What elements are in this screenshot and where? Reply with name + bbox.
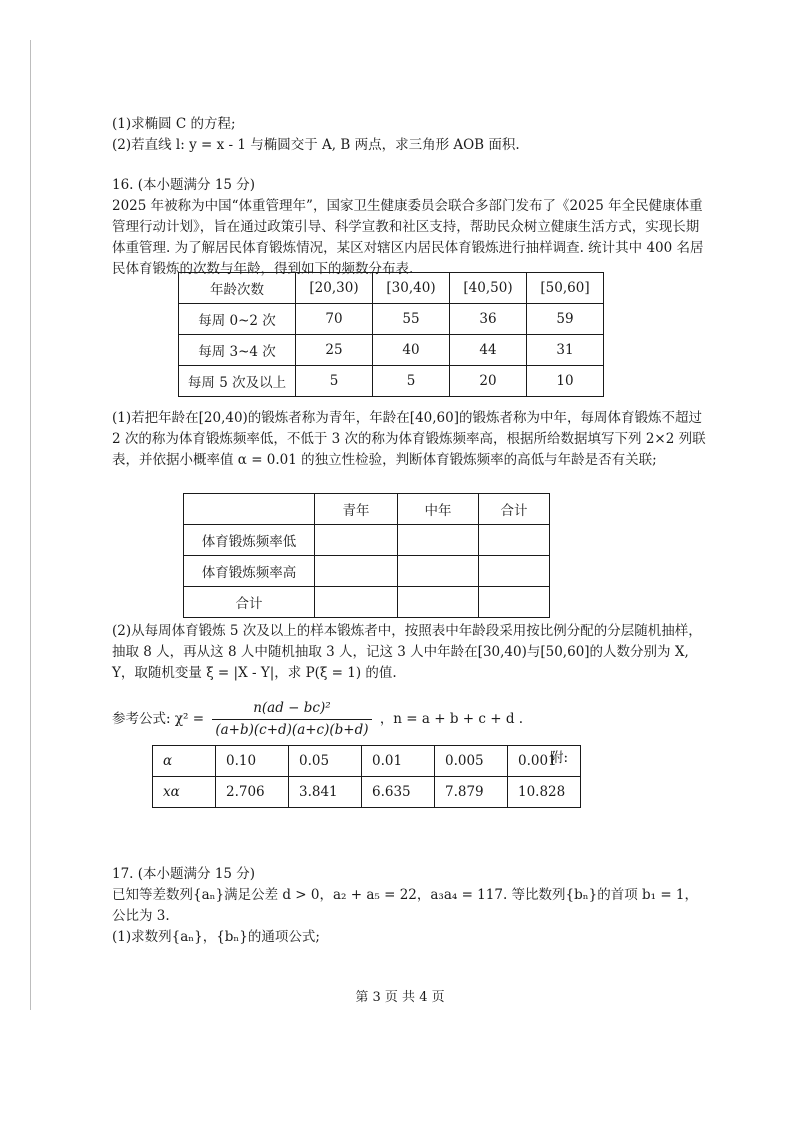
table-cell: 55 xyxy=(373,304,450,335)
row-label: 每周 3~4 次 xyxy=(179,335,296,366)
column-header: 中年 xyxy=(398,494,479,525)
blank-cell xyxy=(398,587,479,618)
row-label: α xyxy=(153,746,216,777)
table-cell: 0.005 xyxy=(435,746,508,777)
ellipse-question-1: (1)求椭圆 C 的方程; xyxy=(112,116,236,132)
reference-formula xyxy=(112,698,712,741)
q16-part-2-text: (2)从每周体育锻炼 5 次及以上的样本锻炼者中，按照表中年龄段采用按比例分配的分层随机抽样，抽取 8 人，再从这 8 人中随机抽取 3 人，记这 3 人中年龄在[30,40)与[50,60]的人数分别为 X, Y，取随机变量 ξ = |X - Y|，求 P(ξ = 1) 的值. xyxy=(112,623,702,681)
table-cell: 2.706 xyxy=(216,777,289,808)
table-row xyxy=(184,587,550,618)
q16-part-1 xyxy=(112,408,712,471)
table-row xyxy=(179,335,604,366)
table-row xyxy=(179,366,604,397)
table-cell: 10.828 xyxy=(508,777,581,808)
table-cell: 70 xyxy=(296,304,373,335)
column-header: 青年 xyxy=(315,494,398,525)
table-row xyxy=(179,304,604,335)
row-label: 体育锻炼频率高 xyxy=(184,556,315,587)
table-cell: 0.10 xyxy=(216,746,289,777)
blank-cell xyxy=(479,525,550,556)
q17-heading: 17. (本小题满分 15 分) xyxy=(112,866,256,882)
q16-part-2 xyxy=(112,621,712,684)
q16-intro: 2025 年被称为中国“体重管理年”，国家卫生健康委员会联合多部门发布了《2025 年全民健康体重管理行动计划》，旨在通过政策引导、科学宣教和社区支持，帮助民众树立健康生活方式，实现长期体重管理. 为了解居民体育锻炼情况，某区对辖区内居民体育锻炼进行抽样调查. 统计其中 400 名居民体育锻炼的次数与年龄，得到如下的频数分布表. xyxy=(112,198,704,277)
page-footer: 第 3 页 共 4 页 xyxy=(355,990,445,1005)
blank-cell xyxy=(398,525,479,556)
table-cell: 6.635 xyxy=(362,777,435,808)
chi-square-fraction xyxy=(212,698,371,741)
q17-part-1: (1)求数列{aₙ}，{bₙ}的通项公式; xyxy=(112,929,320,945)
formula-prefix: 参考公式: χ² = xyxy=(112,711,205,727)
column-header: [50,60] xyxy=(527,273,604,304)
blank-cell xyxy=(398,556,479,587)
table-cell: 7.879 xyxy=(435,777,508,808)
question-16 xyxy=(112,175,712,280)
q17-line-1: 已知等差数列{aₙ}满足公差 d > 0，a₂ + a₅ = 22，a₃a₄ = 117. 等比数列{bₙ}的首项 b₁ = 1， xyxy=(112,887,699,903)
q16-heading: 16. (本小题满分 15 分) xyxy=(112,177,256,193)
table-row xyxy=(184,556,550,587)
page-margin-line xyxy=(30,40,31,1010)
blank-cell xyxy=(315,587,398,618)
row-label: xα xyxy=(153,777,216,808)
frequency-table xyxy=(178,272,604,397)
formula-denominator: (a+b)(c+d)(a+c)(b+d) xyxy=(215,722,369,738)
ellipse-question-2: (2)若直线 l: y = x - 1 与椭圆交于 A, B 两点，求三角形 AOB 面积. xyxy=(112,137,520,153)
row-label: 每周 5 次及以上 xyxy=(179,366,296,397)
row-label: 合计 xyxy=(184,587,315,618)
table-row xyxy=(153,746,581,777)
table-cell: 40 xyxy=(373,335,450,366)
blank-cell xyxy=(479,587,550,618)
formula-numerator: n(ad − bc)² xyxy=(212,698,371,720)
table-cell: 10 xyxy=(527,366,604,397)
ellipse-questions xyxy=(112,114,712,156)
table-cell: 3.841 xyxy=(289,777,362,808)
table-cell: 20 xyxy=(450,366,527,397)
table-corner xyxy=(184,494,315,525)
contingency-table xyxy=(183,493,550,618)
table-row xyxy=(153,777,581,808)
column-header: [30,40) xyxy=(373,273,450,304)
table-cell: 31 xyxy=(527,335,604,366)
table-header-row xyxy=(184,494,550,525)
appendix-label: 附: xyxy=(550,750,569,766)
column-header: 合计 xyxy=(479,494,550,525)
table-corner: 年龄次数 xyxy=(179,273,296,304)
table-cell: 25 xyxy=(296,335,373,366)
column-header: [40,50) xyxy=(450,273,527,304)
formula-suffix: ，n = a + b + c + d . xyxy=(379,711,524,727)
table-header-row xyxy=(179,273,604,304)
q16-part-1-text: (1)若把年龄在[20,40)的锻炼者称为青年，年龄在[40,60]的锻炼者称为中年，每周体育锻炼不超过 2 次的称为体育锻炼频率低，不低于 3 次的称为体育锻炼频率高，根据所给数据填写下列 2×2 列联表，并依据小概率值 α = 0.01 的独立性检验，判断体育锻炼频率的高低与年龄是否有关联; xyxy=(112,410,706,468)
table-cell: 59 xyxy=(527,304,604,335)
table-cell: 0.01 xyxy=(362,746,435,777)
critical-value-table xyxy=(152,745,581,808)
q17-line-2: 公比为 3. xyxy=(112,908,170,924)
row-label: 每周 0~2 次 xyxy=(179,304,296,335)
table-cell: 5 xyxy=(373,366,450,397)
table-cell: 36 xyxy=(450,304,527,335)
table-cell: 0.05 xyxy=(289,746,362,777)
blank-cell xyxy=(315,556,398,587)
table-cell: 5 xyxy=(296,366,373,397)
column-header: [20,30) xyxy=(296,273,373,304)
row-label: 体育锻炼频率低 xyxy=(184,525,315,556)
blank-cell xyxy=(479,556,550,587)
blank-cell xyxy=(315,525,398,556)
table-cell: 44 xyxy=(450,335,527,366)
question-17 xyxy=(112,864,712,948)
table-cell: 0.001 xyxy=(508,746,581,777)
table-row xyxy=(184,525,550,556)
